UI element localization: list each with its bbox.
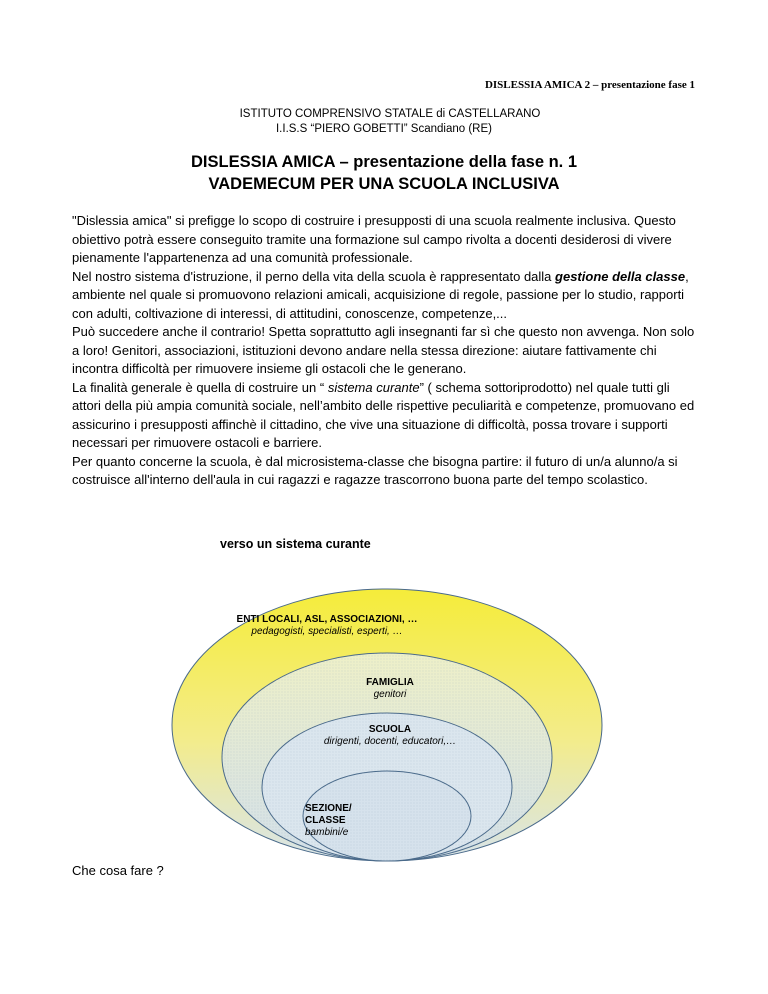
label-enti-locali-heading: ENTI LOCALI, ASL, ASSOCIAZIONI, … xyxy=(236,614,418,625)
label-sezione-heading: SEZIONE/ xyxy=(305,803,352,814)
paragraph-2-emphasis: gestione della classe xyxy=(555,268,686,284)
label-famiglia-sub: genitori xyxy=(373,689,407,700)
label-famiglia xyxy=(290,677,490,701)
diagram-title: verso un sistema curante xyxy=(220,537,371,551)
paragraph-2-end: , ambiente nel quale si promuovono relazioni amicali, acquisizione di regole, passione per lo studio, rapporti con adulti, coltivazione di interessi, di attitudini, conoscenze, competenze,... xyxy=(72,268,689,321)
label-enti-locali xyxy=(227,614,427,638)
page-title xyxy=(0,151,768,195)
paragraph-1: "Dislessia amica" si prefigge lo scopo di costruire i presupposti di una scuola realmente inclusiva. Questo obiettivo potrà essere conseguito tramite una formazione sul campo rivolta a docenti desiderosi di vivere pienamente l'appartenenza ad una comunità professionale. xyxy=(72,213,676,265)
paragraph-4-start: La finalità generale è quella di costruire un “ xyxy=(72,379,328,395)
institute-name: ISTITUTO COMPRENSIVO STATALE di CASTELLARANO xyxy=(239,108,541,120)
label-sezione-classe xyxy=(305,803,385,839)
label-scuola-sub: dirigenti, docenti, educatori,… xyxy=(323,736,457,747)
paragraph-3: Può succedere anche il contrario! Spetta soprattutto agli insegnanti far sì che questo non avvenga. Non solo a loro! Genitori, associazioni, istituzioni devono andare nella stessa direzione: aiutare fattivamente chi incontra difficoltà per rimuovere insieme gli ostacoli che le generano. xyxy=(72,324,695,376)
title-line-1: DISLESSIA AMICA – presentazione della fase n. 1 xyxy=(190,153,578,171)
label-sezione-classe-sub: bambini/e xyxy=(305,827,349,838)
sistema-curante-diagram xyxy=(170,535,620,865)
paragraph-4 xyxy=(72,379,702,453)
paragraph-4-emphasis: sistema curante xyxy=(327,379,420,395)
title-line-2: VADEMECUM PER UNA SCUOLA INCLUSIVA xyxy=(208,175,560,193)
paragraph-5: Per quanto concerne la scuola, è dal microsistema-classe che bisogna partire: il futuro di un/a alunno/a si costruisce all'interno dell'aula in cui ragazzi e ragazze trascorrono buona parte del tempo scolastico. xyxy=(72,453,678,487)
institute-secondary: I.I.S.S “PIERO GOBETTI” Scandiano (RE) xyxy=(275,123,492,135)
label-scuola-heading: SCUOLA xyxy=(368,724,412,735)
paragraph-2 xyxy=(72,268,702,324)
institute-block xyxy=(0,107,768,137)
label-classe-heading: CLASSE xyxy=(305,815,346,826)
paragraph-2-start: Nel nostro sistema d'istruzione, il perno della vita della scuola è rappresentato dalla xyxy=(72,268,556,284)
running-header: DISLESSIA AMICA 2 – presentazione fase 1 xyxy=(484,79,695,91)
body-text xyxy=(72,212,702,490)
label-scuola xyxy=(290,724,490,748)
label-enti-locali-sub: pedagogisti, specialisti, esperti, … xyxy=(251,626,403,637)
closing-question: Che cosa fare ? xyxy=(72,863,164,878)
label-famiglia-heading: FAMIGLIA xyxy=(366,677,414,688)
paragraph-4-end: ” ( schema sottoriprodotto) nel quale tutti gli attori della più ampia comunità sociale, nell’ambito delle rispettive peculiarità e competenze, promuovano ed assicurino i presupposti affinchè il cittadino, che vive una situazione di difficoltà, possa trovare i supporti necessari per rimuovere ostacoli e barriere. xyxy=(72,379,695,450)
